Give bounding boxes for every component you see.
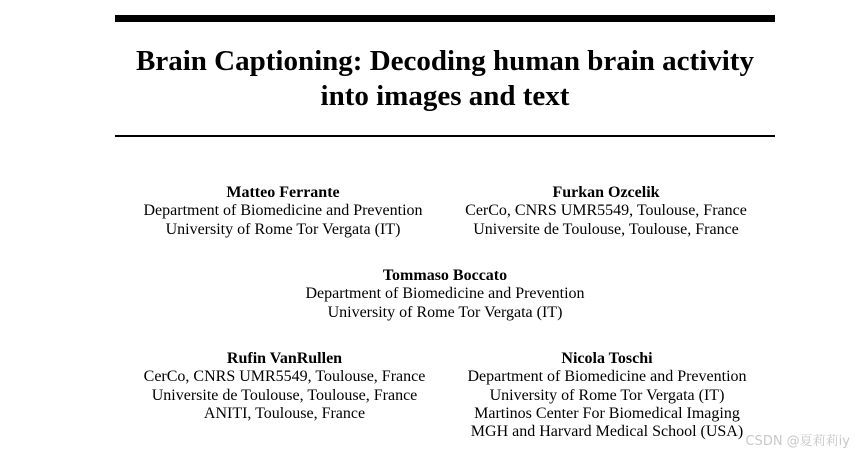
- title-line-2: into images and text: [320, 80, 570, 112]
- author-affiliation: Department of Biomedicine and Prevention: [467, 368, 747, 386]
- author-block-vanrullen: [133, 350, 436, 423]
- author-block-ferrante: [133, 184, 433, 239]
- author-name: Matteo Ferrante: [226, 184, 340, 201]
- title-line-1: Brain Captioning: Decoding human brain activity: [136, 45, 754, 77]
- title-bottom-rule: [115, 135, 775, 137]
- paper-title: [115, 44, 775, 114]
- top-rule: [115, 15, 775, 22]
- author-name: Tommaso Boccato: [382, 267, 508, 284]
- author-name: Rufin VanRullen: [226, 350, 343, 367]
- author-name: Nicola Toschi: [561, 350, 653, 367]
- author-affiliation: CerCo, CNRS UMR5549, Toulouse, France: [143, 368, 426, 386]
- author-affiliation: University of Rome Tor Vergata (IT): [327, 303, 563, 321]
- author-affiliation: Martinos Center For Biomedical Imaging: [474, 404, 740, 422]
- author-affiliation: Department of Biomedicine and Prevention: [143, 202, 423, 220]
- author-block-boccato: [295, 267, 595, 322]
- author-affiliation: ANITI, Toulouse, France: [203, 404, 366, 422]
- author-affiliation: Universite de Toulouse, Toulouse, France: [473, 220, 739, 238]
- author-affiliation: Department of Biomedicine and Prevention: [305, 285, 585, 303]
- author-name: Furkan Ozcelik: [552, 184, 660, 201]
- author-block-toschi: [457, 350, 757, 441]
- author-affiliation: University of Rome Tor Vergata (IT): [489, 386, 725, 404]
- author-affiliation: MGH and Harvard Medical School (USA): [470, 423, 744, 441]
- author-affiliation: CerCo, CNRS UMR5549, Toulouse, France: [465, 202, 747, 220]
- author-affiliation: University of Rome Tor Vergata (IT): [165, 220, 401, 238]
- watermark: CSDN @夏莉莉iy: [745, 434, 850, 449]
- author-block-ozcelik: [455, 184, 757, 239]
- author-affiliation: Universite de Toulouse, Toulouse, France: [151, 386, 418, 404]
